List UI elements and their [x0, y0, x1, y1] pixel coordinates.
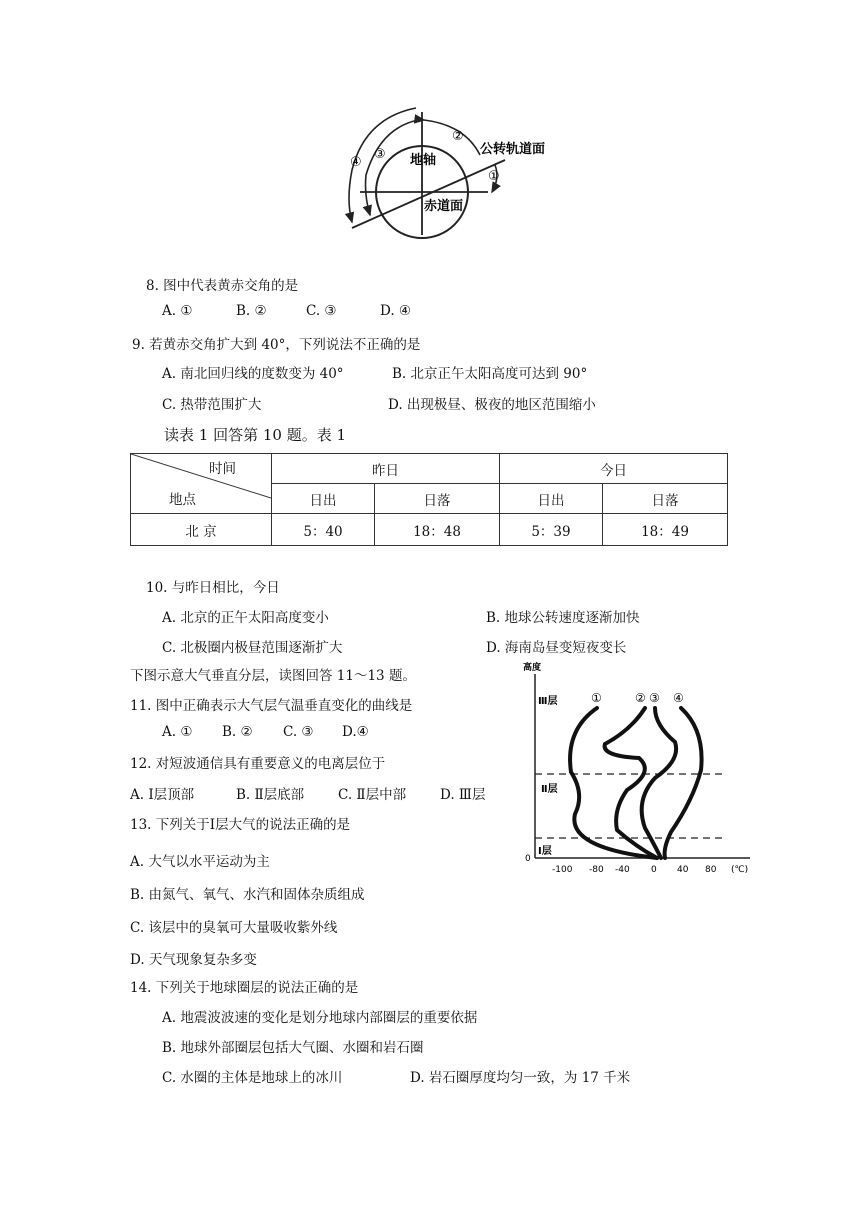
q9-option-b: B. 北京正午太阳高度可达到 90° — [392, 366, 588, 382]
q8-option-a: A. ① — [162, 303, 193, 319]
table-corner-cell — [131, 454, 272, 514]
q12-option-d: D. Ⅲ层 — [440, 787, 486, 803]
sub-header-cell: 日出 — [499, 484, 602, 514]
q14-option-b: B. 地球外部圈层包括大气圈、水圈和岩石圈 — [162, 1040, 424, 1056]
sub-header-cell: 日出 — [272, 484, 375, 514]
y-axis-label: 高度 — [523, 663, 542, 673]
sub-header-cell: 日落 — [603, 484, 728, 514]
mark-1: ① — [488, 169, 500, 184]
x-tick: 80 — [705, 865, 717, 875]
ecliptic-figure — [330, 100, 570, 265]
q12-option-a: A. Ⅰ层顶部 — [130, 787, 195, 803]
q9-option-a: A. 南北回归线的度数变为 40° — [162, 366, 344, 382]
q13-option-d: D. 天气现象复杂多变 — [130, 952, 257, 968]
orbit-plane-label: 公转轨道面 — [480, 142, 546, 157]
layer-iii-label: Ⅲ层 — [538, 696, 558, 707]
curve-4-label: ④ — [673, 691, 684, 705]
table-intro: 读表 1 回答第 10 题。表 1 — [164, 426, 347, 444]
atm-intro: 下图示意大气垂直分层，读图回答 11～13 题。 — [130, 668, 416, 684]
row-place: 北 京 — [131, 514, 272, 546]
q8-option-d: D. ④ — [380, 303, 412, 319]
x-tick: 40 — [677, 865, 689, 875]
q10-option-d: D. 海南岛昼变短夜变长 — [486, 640, 627, 656]
q13-stem: 13. 下列关于Ⅰ层大气的说法正确的是 — [130, 817, 351, 833]
q10-option-b: B. 地球公转速度逐渐加快 — [486, 610, 640, 626]
q11-option-a: A. ① — [162, 724, 193, 740]
corner-place: 地点 — [169, 492, 196, 508]
atmosphere-figure — [505, 660, 755, 880]
equator-plane-label: 赤道面 — [424, 199, 464, 214]
q9-option-c: C. 热带范围扩大 — [162, 397, 262, 413]
q14-option-d: D. 岩石圈厚度均匀一致，为 17 千米 — [410, 1070, 631, 1086]
q8-stem: 8. 图中代表黄赤交角的是 — [146, 278, 299, 294]
q8-option-b: B. ② — [236, 303, 267, 319]
q10-option-a: A. 北京的正午太阳高度变小 — [162, 610, 329, 626]
earth-axis-label: 地轴 — [410, 153, 437, 168]
x-tick: -40 — [615, 865, 630, 875]
q8-option-c: C. ③ — [306, 303, 337, 319]
q12-option-b: B. Ⅱ层底部 — [236, 787, 305, 803]
q10-stem: 10. 与昨日相比，今日 — [146, 580, 280, 596]
orbit-plane-line — [352, 160, 505, 228]
table-cell: 18：49 — [603, 514, 728, 546]
header-yesterday: 昨日 — [272, 454, 500, 484]
q12-option-c: C. Ⅱ层中部 — [338, 787, 407, 803]
q13-option-c: C. 该层中的臭氧可大量吸收紫外线 — [130, 920, 338, 936]
q11-stem: 11. 图中正确表示大气层气温垂直变化的曲线是 — [130, 698, 413, 714]
curve-1-label: ① — [591, 691, 602, 705]
table-cell: 5：39 — [499, 514, 602, 546]
x-unit: (℃) — [731, 865, 749, 875]
q9-stem: 9. 若黄赤交角扩大到 40°，下列说法不正确的是 — [132, 337, 421, 353]
corner-time: 时间 — [209, 461, 236, 477]
q10-option-c: C. 北极圈内极昼范围逐渐扩大 — [162, 640, 343, 656]
header-today: 今日 — [499, 454, 727, 484]
q14-option-c: C. 水圈的主体是地球上的冰川 — [162, 1070, 343, 1086]
q13-option-b: B. 由氮气、氧气、水汽和固体杂质组成 — [130, 887, 365, 903]
sub-header-cell: 日落 — [375, 484, 500, 514]
q11-option-b: B. ② — [222, 724, 253, 740]
curve-1 — [570, 708, 657, 858]
q12-stem: 12. 对短波通信具有重要意义的电离层位于 — [130, 756, 386, 772]
q14-stem: 14. 下列关于地球圈层的说法正确的是 — [130, 980, 359, 996]
mark-4: ④ — [350, 155, 362, 170]
layer-i-label: Ⅰ层 — [538, 846, 552, 857]
x-tick: -100 — [552, 865, 573, 875]
curve-4 — [665, 708, 702, 858]
q14-option-a: A. 地震波波速的变化是划分地球内部圈层的重要依据 — [162, 1010, 478, 1026]
mark-3: ③ — [374, 147, 386, 162]
table-cell: 18：48 — [375, 514, 500, 546]
table-cell: 5：40 — [272, 514, 375, 546]
curve-2-label: ② — [635, 691, 646, 705]
q11-option-c: C. ③ — [283, 724, 314, 740]
sunrise-sunset-table — [130, 453, 728, 546]
q9-option-d: D. 出现极昼、极夜的地区范围缩小 — [388, 397, 596, 413]
q11-option-d: D.④ — [342, 724, 369, 740]
q13-option-a: A. 大气以水平运动为主 — [130, 854, 270, 870]
origin-label: 0 — [525, 854, 531, 864]
x-tick: 0 — [651, 865, 657, 875]
curve-3-label: ③ — [649, 691, 660, 705]
layer-ii-label: Ⅱ层 — [541, 784, 558, 795]
mark-2: ② — [452, 129, 464, 144]
x-tick: -80 — [589, 865, 604, 875]
